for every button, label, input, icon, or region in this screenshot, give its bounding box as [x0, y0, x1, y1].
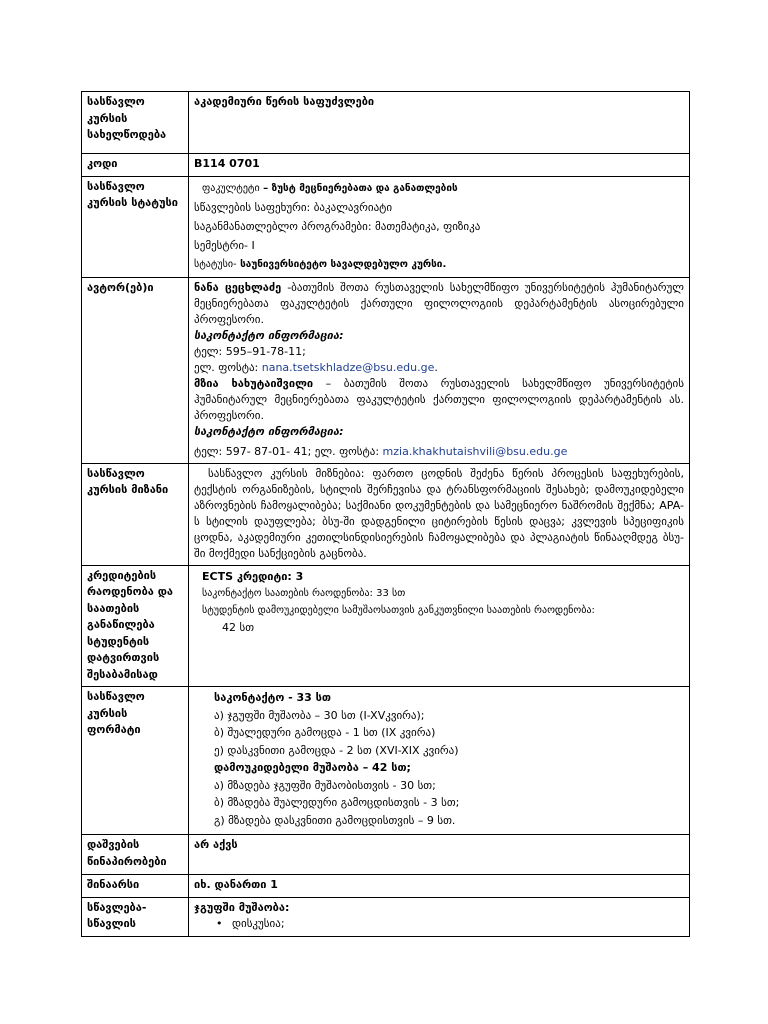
- syllabus-table: [81, 91, 690, 937]
- label-credits: კრედიტების რაოდენობა და საათების განაწილება სტუდენტის დატვირთვის შესაბამისად: [82, 565, 189, 687]
- methods-heading: ჯგუფში მუშაობა:: [194, 900, 290, 914]
- label-authors: ავტორ(ებ)ი: [82, 277, 189, 463]
- format-contact-item: ე) დასკვნითი გამოცდა - 2 სთ (XVI-XIX კვირა): [214, 743, 459, 757]
- value-content: იხ. დანართი 1: [189, 875, 690, 898]
- credits-ects: ECTS კრედიტი: 3: [202, 569, 304, 583]
- value-goal: სასწავლო კურსის მიზნებია: ფართო ცოდნის შეძენა წერის პროცესის საფეხურების, ტექსტის ორგანიზების, სტილის შერჩევისა და ტრანსფორმაციის შესახებ; დამოუკიდებელი აზროვნების ჩამოყალიბება; საქმიანი დოკუმენტების და სამეცნიერო ნაშრომის შექმნა; APA-ს სტილის დაუფლება; ბსუ-ში დადგენილი ციტირების წესის დაცვა; კვლევის სპეციფიკის ცოდნა, აკადემიური კეთილსინდისიერების ჩამოყალიბება და პლაგიატის წინააღმდეგ ბსუ-ში მოქმედი სანქციების გაცნობა.: [189, 463, 690, 565]
- status-level: სწავლების საფეხური: ბაკალავრიატი: [194, 200, 393, 214]
- label-course-title: სასწავლო კურსის სახელწოდება: [82, 92, 189, 154]
- row-content: [82, 875, 690, 898]
- author2-contact-heading: საკონტაქტო ინფორმაცია:: [194, 424, 344, 438]
- format-independent-item: ა) მზადება ჯგუფში მუშაობისთვის - 30 სთ;: [214, 778, 436, 792]
- label-format: სასწავლო კურსის ფორმატი: [82, 687, 189, 835]
- format-independent-heading: დამოუკიდებელი მუშაობა – 42 სთ;: [214, 761, 411, 774]
- status-type: სტატუსი- საუნივერსიტეტო სავალდებულო კურსი.: [194, 258, 447, 270]
- row-code: [82, 154, 690, 177]
- label-status: სასწავლო კურსის სტატუსი: [82, 176, 189, 277]
- value-authors: [189, 277, 690, 463]
- value-prerequisites: არ აქვს: [189, 835, 690, 875]
- author1-email-line: ელ. ფოსტა: nana.tsetskhladze@bsu.edu.ge.: [194, 360, 438, 374]
- value-code: B114 0701: [189, 154, 690, 177]
- value-format: [189, 687, 690, 835]
- row-course-title: [82, 92, 690, 154]
- status-semester: სემესტრი- I: [194, 238, 255, 252]
- value-status: [189, 176, 690, 277]
- format-independent-item: ბ) მზადება შუალედური გამოცდისთვის - 3 სთ;: [214, 796, 460, 809]
- format-contact-item: ა) ჯგუფში მუშაობა – 30 სთ (I-XVკვირა);: [214, 708, 425, 722]
- credits-independent-value: 42 სთ: [222, 620, 255, 634]
- author2-email-link[interactable]: mzia.khakhutaishvili@bsu.edu.ge: [382, 444, 568, 458]
- author2-info: მზია ხახუტაიშვილი – ბათუმის შოთა რუსთაველის სახელმწიფო უნივერსიტეტის ჰუმანიტარულ მეცნიერებათა ფაკულტეტის ქართული ფილოლოგიის დეპარტამენტის ას. პროფესორი.: [194, 376, 684, 422]
- value-credits: [189, 565, 690, 687]
- credits-independent-label: სტუდენტის დამოუკიდებელი სამუშაოსათვის განკუთვნილი საათების რაოდენობა:: [202, 604, 595, 616]
- row-status: [82, 176, 690, 277]
- row-prerequisites: [82, 835, 690, 875]
- label-teaching-methods: სწავლება-სწავლის: [82, 897, 189, 936]
- status-programs: საგანმანათლებლო პროგრამები: მათემატიკა, ფიზიკა: [194, 219, 481, 233]
- value-course-title: აკადემიური წერის საფუძვლები: [189, 92, 690, 154]
- value-teaching-methods: [189, 897, 690, 936]
- course-syllabus-page: [81, 91, 690, 937]
- author1-contact-heading: საკონტაქტო ინფორმაცია:: [194, 328, 344, 342]
- author1-info: ნანა ცეცხლაძე -ბათუმის შოთა რუსთაველის სახელმწიფო უნივერსიტეტის ჰუმანიტარულ მეცნიერებათა ფაკულტეტის ქართული ფილოლოგიის დეპარტამენტის ასოცირებული პროფესორი.: [194, 280, 684, 326]
- credits-contact-hours: საკონტაქტო საათების რაოდენობა: 33 სთ: [202, 587, 406, 599]
- author2-contact-line: ტელ: 597- 87-01- 41; ელ. ფოსტა: mzia.khakhutaishvili@bsu.edu.ge: [194, 444, 568, 458]
- label-goal: სასწავლო კურსის მიზანი: [82, 463, 189, 565]
- author1-phone: ტელ: 595–91-78-11;: [194, 344, 306, 358]
- row-authors: [82, 277, 690, 463]
- author1-email-link[interactable]: nana.tsetskhladze@bsu.edu.ge: [261, 360, 435, 374]
- format-contact-heading: საკონტაქტო - 33 სთ: [214, 691, 331, 704]
- row-format: [82, 687, 690, 835]
- row-goal: [82, 463, 690, 565]
- author1-name: ნანა ცეცხლაძე: [194, 280, 282, 294]
- row-teaching-methods: [82, 897, 690, 936]
- row-credits: [82, 565, 690, 687]
- label-prerequisites: დაშვების წინაპირობები: [82, 835, 189, 875]
- label-content: შინაარსი: [82, 875, 189, 898]
- label-code: კოდი: [82, 154, 189, 177]
- format-independent-item: გ) მზადება დასკვნითი გამოცდისთვის – 9 სთ.: [214, 813, 456, 827]
- status-faculty: ფაკულტეტი – ზუსტ მეცნიერებათა და განათლების: [202, 182, 458, 194]
- methods-bullet-item: • დისკუსია;: [194, 916, 684, 932]
- author2-name: მზია ხახუტაიშვილი: [194, 376, 314, 390]
- format-contact-item: ბ) შუალედური გამოცდა - 1 სთ (IX კვირა): [214, 726, 436, 739]
